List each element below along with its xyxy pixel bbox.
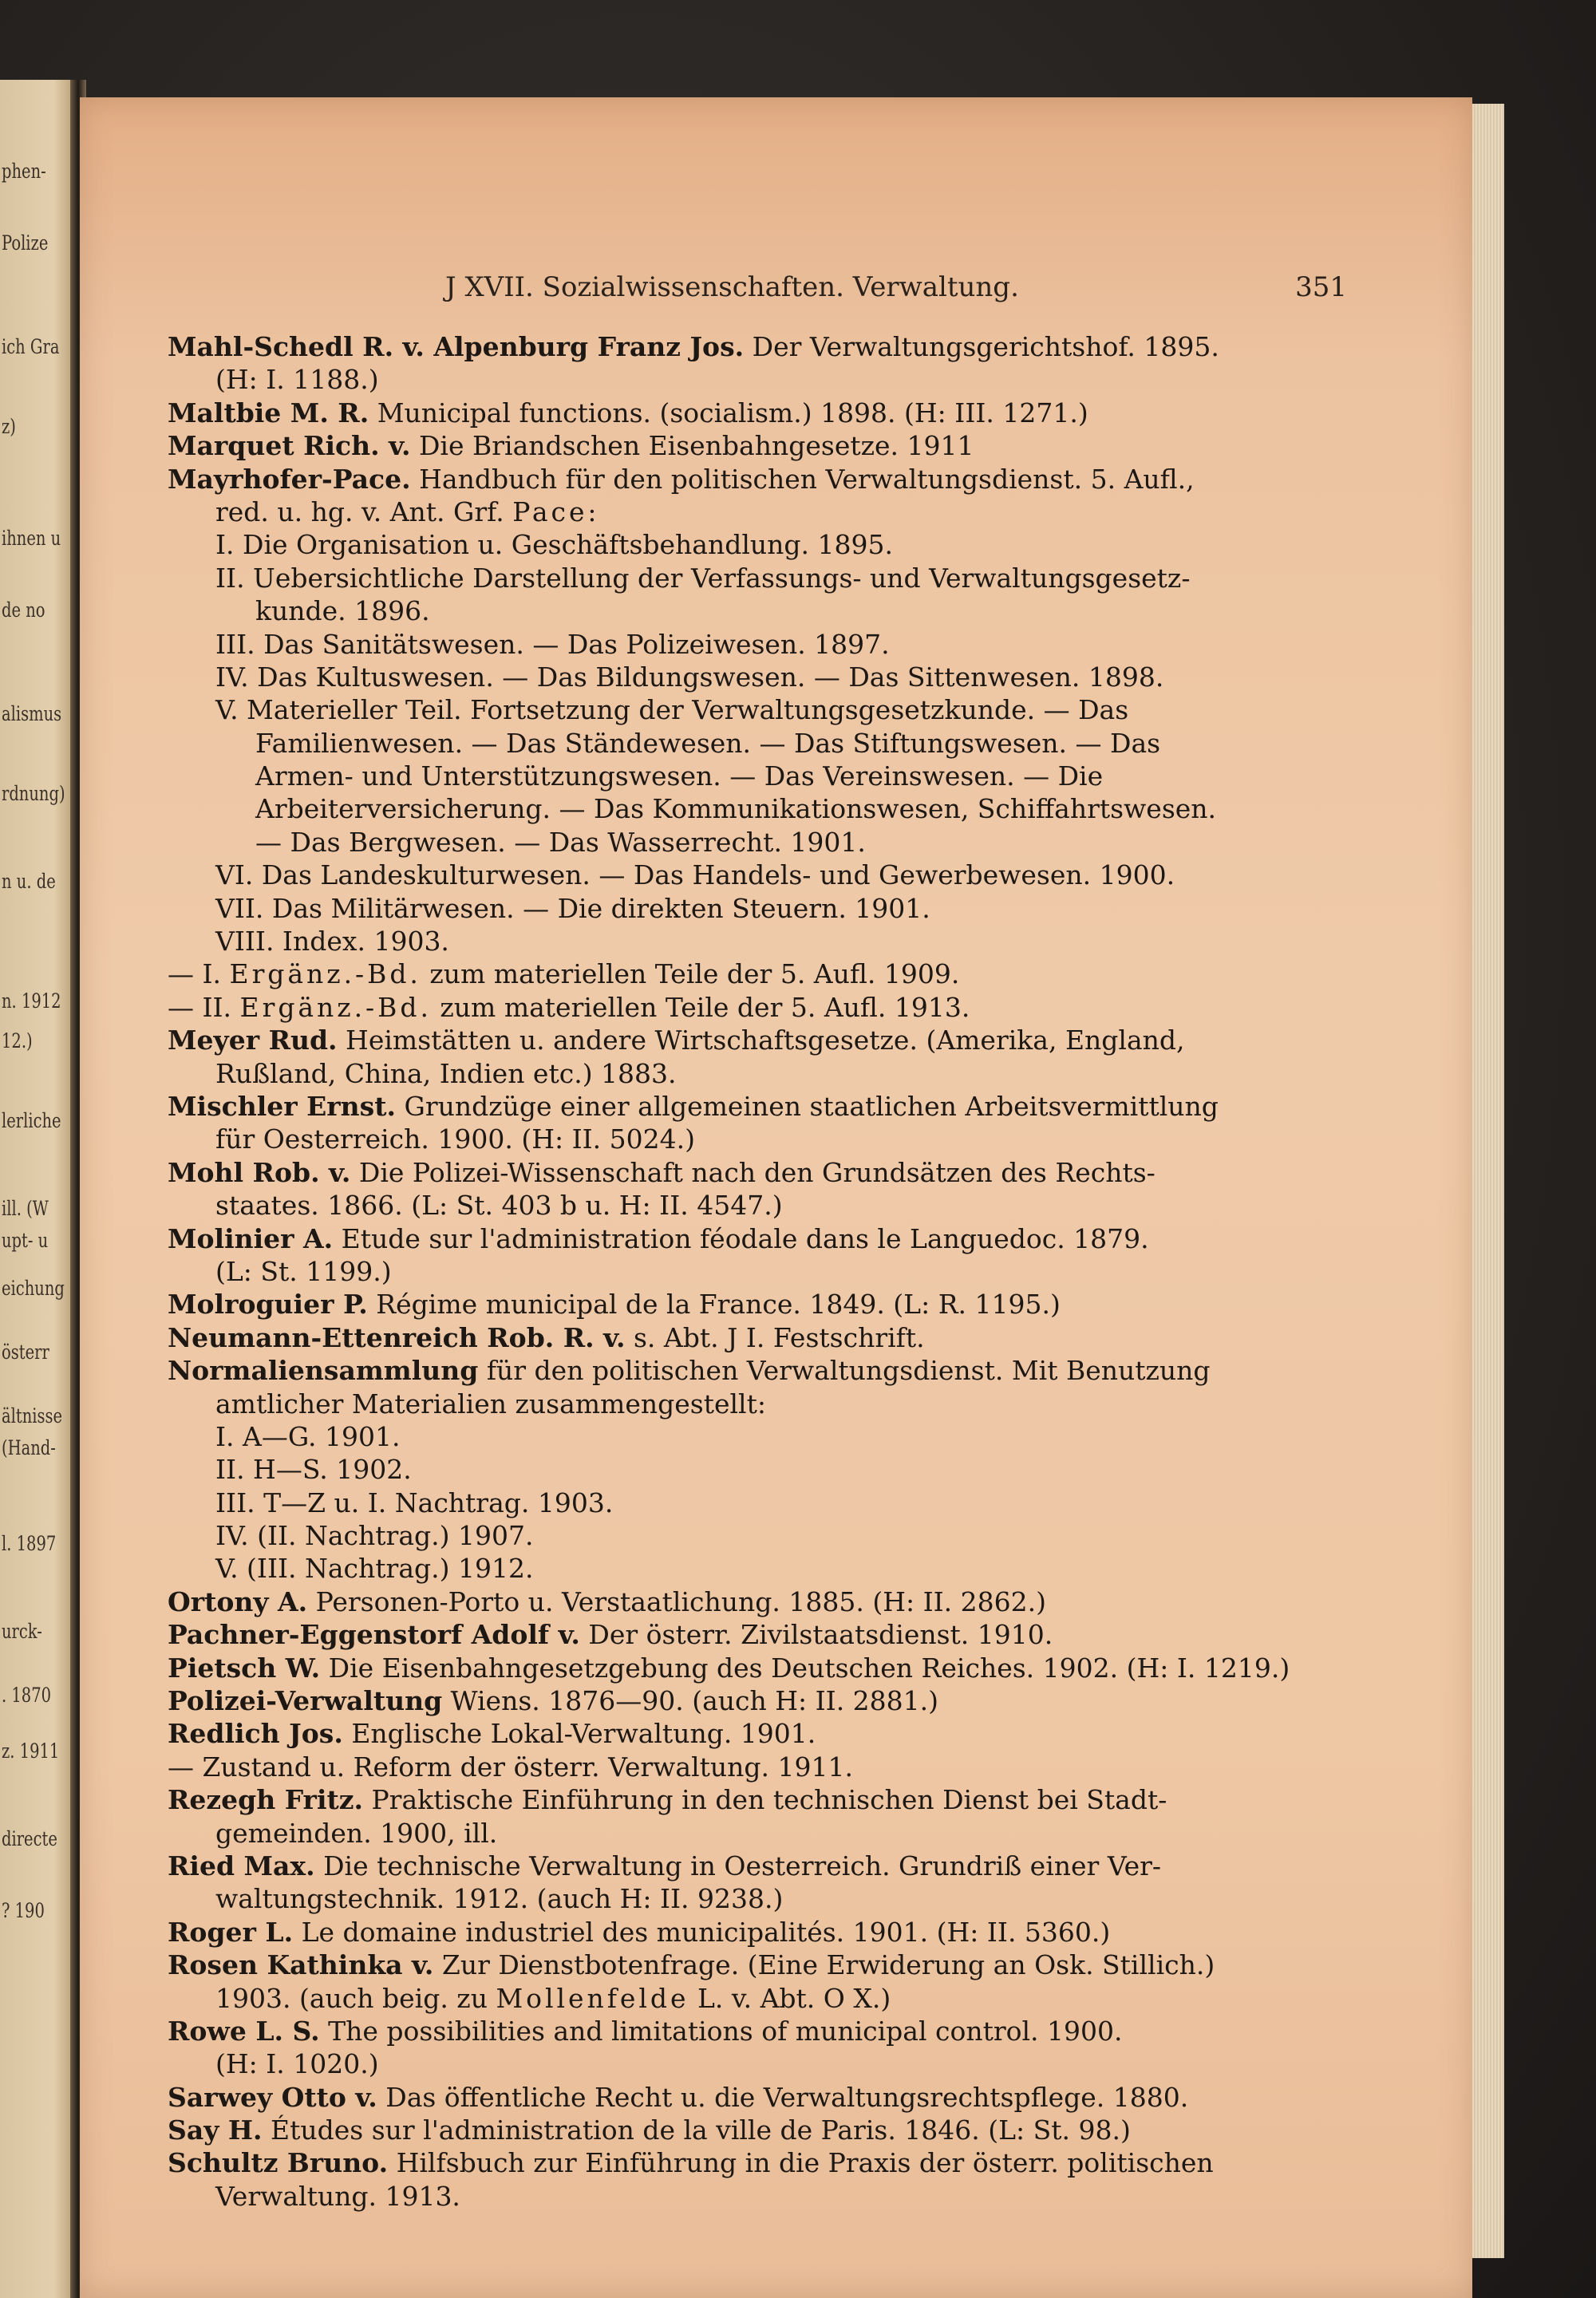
entry-author: Mischler Ernst. [168, 1090, 396, 1122]
entry-line [168, 1123, 1357, 1155]
entry-line [168, 1982, 1357, 2015]
left-page-fragment: eichung [2, 1277, 65, 1300]
entry-text: L. v. Abt. O X.) [689, 1982, 891, 2014]
left-page-fragment: urck- [2, 1620, 42, 1643]
entry-text: IV. (II. Nachtrag.) 1907. [215, 1520, 534, 1552]
entry-line [168, 1156, 1357, 1189]
entry-line [168, 397, 1357, 429]
entry-line [168, 2081, 1357, 2114]
entry-author: Mayrhofer-Pace. [168, 463, 411, 495]
entry-line [168, 562, 1357, 594]
entry-author: Polizei-Verwaltung [168, 1685, 443, 1717]
entry-line [168, 1288, 1357, 1321]
entry-text: (H: I. 1020.) [215, 2048, 379, 2080]
entry-line [168, 1519, 1357, 1552]
entry-line [168, 1487, 1357, 1519]
entry-author: Sarwey Otto v. [168, 2081, 377, 2113]
header-title: J XVII. Sozialwissenschaften. Verwaltung. [445, 271, 1019, 303]
left-page-fragment: z) [2, 415, 16, 438]
entry-text: Familienwesen. — Das Ständewesen. — Das Stiftungswesen. — Das [255, 727, 1161, 759]
left-page-fragment: n u. de [2, 870, 56, 893]
entry-line [168, 1057, 1357, 1090]
entry-line [168, 760, 1357, 792]
entry-author: Rowe L. S. [168, 2015, 320, 2047]
entry-line [168, 1585, 1357, 1618]
entry-text: Etude sur l'administration féodale dans le Languedoc. 1879. [333, 1222, 1149, 1254]
entry-text: s. Abt. J I. Festschrift. [625, 1321, 925, 1353]
entry-author: Schultz Bruno. [168, 2147, 389, 2179]
entry-text: II. Uebersichtliche Darstellung der Verfassungs- und Verwaltungsgesetz- [215, 562, 1191, 594]
entry-text: Die Briandschen Eisenbahngesetze. 1911 [410, 430, 974, 462]
entry-text: III. Das Sanitätswesen. — Das Polizeiwesen. 1897. [215, 628, 890, 660]
entry-text: (H: I. 1188.) [215, 364, 379, 396]
entry-text: 1903. (auch beig. zu [215, 1982, 496, 2014]
entry-text: Personen-Porto u. Verstaatlichung. 1885. (H: II. 2862.) [307, 1585, 1046, 1617]
left-page-fragment: phen- [2, 160, 46, 183]
entry-text: amtlicher Materialien zusammengestellt: [215, 1388, 766, 1419]
entry-line [168, 693, 1357, 726]
entry-text: für Oesterreich. 1900. (H: II. 5024.) [215, 1123, 696, 1155]
entry-text: (L: St. 1199.) [215, 1255, 392, 1287]
entry-text: II. H—S. 1902. [215, 1454, 412, 1486]
entry-text: zum materiellen Teile der 5. Aufl. 1913. [431, 991, 970, 1023]
entry-author: Rezegh Fritz. [168, 1784, 363, 1816]
left-page-fragment: rdnung) [2, 782, 65, 805]
entry-text: Zur Dienstbotenfrage. (Eine Erwiderung an Osk. Stillich.) [433, 1949, 1215, 1981]
entry-line [168, 1684, 1357, 1717]
page-stack-edge [1472, 104, 1504, 2258]
entry-text: VI. Das Landeskulturwesen. — Das Handels- und Gewerbewesen. 1900. [215, 859, 1175, 891]
left-page-fragment: ältnisse [2, 1404, 63, 1427]
left-page-edge [0, 80, 77, 2298]
entry-author: Ried Max. [168, 1850, 315, 1881]
right-page [80, 97, 1472, 2298]
entry-line [168, 1916, 1357, 1949]
entry-text: — Das Bergwesen. — Das Wasserrecht. 1901. [255, 826, 866, 858]
entry-text: Études sur l'administration de la ville de Paris. 1846. (L: St. 98.) [262, 2114, 1131, 2146]
entry-text: Handbuch für den politischen Verwaltungsdienst. 5. Aufl., [410, 463, 1195, 495]
entry-text: Rußland, China, Indien etc.) 1883. [215, 1057, 677, 1089]
entry-author: Molroguier P. [168, 1289, 368, 1321]
left-page-fragment: directe [2, 1827, 57, 1850]
entry-text: zum materiellen Teile der 5. Aufl. 1909. [421, 958, 960, 990]
entry-text: Verwaltung. 1913. [215, 2180, 460, 2212]
entry-text: gemeinden. 1900, ill. [215, 1817, 498, 1849]
entry-author: Redlich Jos. [168, 1718, 343, 1750]
entry-line [168, 1453, 1357, 1486]
entry-text: Wiens. 1876—90. (auch H: II. 2881.) [442, 1685, 939, 1717]
entry-text: Die Eisenbahngesetzgebung des Deutschen Reiches. 1902. (H: I. 1219.) [320, 1652, 1290, 1684]
left-page-fragment: ill. (W [2, 1197, 49, 1220]
left-page-fragment: z. 1911 [2, 1739, 60, 1763]
entry-line [168, 958, 1357, 990]
entry-line [168, 1751, 1357, 1783]
entry-author: Pachner-Eggenstorf Adolf v. [168, 1619, 580, 1651]
entry-text: Hilfsbuch zur Einführung in die Praxis der österr. politischen [388, 2147, 1214, 2179]
entry-text: — Zustand u. Reform der österr. Verwaltung. 1911. [168, 1751, 853, 1783]
left-page-fragment: n. 1912 [2, 989, 61, 1013]
entry-author: Roger L. [168, 1916, 294, 1948]
entry-text: Municipal functions. (socialism.) 1898. (H: III. 1271.) [369, 397, 1088, 428]
entry-author: Mohl Rob. v. [168, 1156, 351, 1188]
entry-author: Say H. [168, 2114, 263, 2146]
entry-text: — I. [168, 958, 230, 990]
entry-author: Marquet Rich. v. [168, 430, 411, 462]
entry-line [168, 594, 1357, 627]
entry-line [168, 1354, 1357, 1387]
left-page-fragment: (Hand- [2, 1436, 56, 1459]
entry-line [168, 892, 1357, 925]
entry-text: The possibilities and limitations of municipal control. 1900. [319, 2015, 1123, 2047]
entry-line [168, 1321, 1357, 1354]
left-page-fragment: de no [2, 598, 45, 622]
entry-line [168, 1717, 1357, 1750]
entry-text: red. u. hg. v. Ant. Grf. [215, 496, 513, 527]
entry-author: Rosen Kathinka v. [168, 1949, 434, 1981]
left-page-fragment: . 1870 [2, 1684, 52, 1707]
entry-line [168, 792, 1357, 825]
entry-line [168, 2114, 1357, 2146]
entry-line [168, 1552, 1357, 1585]
left-page-fragment: österr [2, 1340, 49, 1364]
left-page-fragment: 12.) [2, 1029, 33, 1052]
entry-line [168, 496, 1357, 528]
entry-line [168, 1388, 1357, 1420]
entry-line [168, 1850, 1357, 1882]
entry-text: kunde. 1896. [255, 595, 430, 627]
entry-line [168, 727, 1357, 760]
entry-author: Maltbie M. R. [168, 397, 369, 428]
entry-text: Grundzüge einer allgemeinen staatlichen Arbeitsvermittlung [395, 1090, 1219, 1122]
entry-text: Englische Lokal-Verwaltung. 1901. [342, 1718, 816, 1750]
left-page-fragment: ? 190 [2, 1899, 45, 1922]
entry-line [168, 363, 1357, 396]
entry-author: Neumann-Ettenreich Rob. R. v. [168, 1321, 626, 1353]
entry-text: V. Materieller Teil. Fortsetzung der Verwaltungsgesetzkunde. — Das [215, 694, 1129, 726]
entry-line [168, 1949, 1357, 1981]
left-page-fragment: upt- u [2, 1229, 49, 1252]
entry-author: Ortony A. [168, 1585, 308, 1617]
left-page-fragment: alismus [2, 702, 62, 725]
entry-spaced-text: Ergänz.-Bd. [239, 991, 432, 1023]
entry-line [168, 1222, 1357, 1255]
entry-text: für den politischen Verwaltungsdienst. Mit Benutzung [478, 1355, 1211, 1387]
entry-line [168, 1817, 1357, 1850]
entry-text: Der österr. Zivilstaatsdienst. 1910. [579, 1619, 1053, 1651]
entry-text: VII. Das Militärwesen. — Die direkten Steuern. 1901. [215, 892, 930, 924]
entry-text: staates. 1866. (L: St. 403 b u. H: II. 4547.) [215, 1190, 783, 1222]
entry-text: waltungstechnik. 1912. (auch H: II. 9238.) [215, 1883, 784, 1915]
entry-text: VIII. Index. 1903. [215, 926, 449, 958]
entry-text: Das öffentliche Recht u. die Verwaltungsrechtspflege. 1880. [377, 2081, 1189, 2113]
entry-line [168, 1618, 1357, 1651]
entry-author: Molinier A. [168, 1222, 334, 1254]
entry-line [168, 1024, 1357, 1056]
entry-text: Arbeiterversicherung. — Das Kommunikationswesen, Schiffahrtswesen. [255, 793, 1217, 825]
entry-line [168, 1420, 1357, 1453]
entry-author: Normaliensammlung [168, 1355, 479, 1387]
entry-text: I. Die Organisation u. Geschäftsbehandlung. 1895. [215, 529, 893, 561]
entry-line [168, 826, 1357, 859]
entry-line [168, 2146, 1357, 2179]
entry-text: III. T—Z u. I. Nachtrag. 1903. [215, 1487, 614, 1518]
entry-line [168, 661, 1357, 693]
entry-line [168, 628, 1357, 661]
entry-text: Die Polizei-Wissenschaft nach den Grundsätzen des Rechts- [350, 1156, 1156, 1188]
left-page-fragment: ihnen u [2, 527, 61, 550]
entry-author: Meyer Rud. [168, 1025, 338, 1056]
entry-text: Armen- und Unterstützungswesen. — Das Vereinswesen. — Die [255, 760, 1104, 792]
entry-text: — II. [168, 991, 240, 1023]
entry-text: Régime municipal de la France. 1849. (L: R. 1195.) [367, 1289, 1061, 1321]
entry-line [168, 2047, 1357, 2080]
entry-line [168, 528, 1357, 561]
entry-line [168, 463, 1357, 496]
entry-text: Le domaine industriel des municipalités. 1901. (H: II. 5360.) [293, 1916, 1111, 1948]
entry-line [168, 1255, 1357, 1288]
entry-line [168, 2180, 1357, 2213]
page-number: 351 [1295, 271, 1347, 303]
entry-text: Der Verwaltungsgerichtshof. 1895. [744, 331, 1219, 362]
entry-text: IV. Das Kultuswesen. — Das Bildungswesen. — Das Sittenwesen. 1898. [215, 661, 1164, 693]
left-page-fragment: ich Gra [2, 335, 60, 358]
entry-author: Mahl-Schedl R. v. Alpenburg Franz Jos. [168, 331, 745, 362]
entry-author: Pietsch W. [168, 1652, 321, 1684]
entry-line [168, 1090, 1357, 1123]
entry-line [168, 1882, 1357, 1915]
entry-text: Die technische Verwaltung in Oesterreich. Grundriß einer Ver- [314, 1850, 1162, 1881]
entry-text: V. (III. Nachtrag.) 1912. [215, 1553, 534, 1585]
left-page-fragment: Polize [2, 231, 49, 255]
entry-line [168, 925, 1357, 958]
bibliography-entries [168, 330, 1357, 2213]
entry-text: Praktische Einführung in den technischen Dienst bei Stadt- [362, 1784, 1167, 1816]
entry-line [168, 1652, 1357, 1684]
entry-spaced-text: Mollenfelde [496, 1982, 689, 2014]
entry-line [168, 1189, 1357, 1222]
left-page-fragment: l. 1897 [2, 1532, 57, 1555]
entry-line [168, 2015, 1357, 2047]
entry-line [168, 429, 1357, 462]
entry-text: I. A—G. 1901. [215, 1420, 401, 1452]
entry-line [168, 859, 1357, 891]
left-page-fragment: lerliche [2, 1109, 61, 1132]
entry-spaced-text: Ergänz.-Bd. [229, 958, 421, 990]
entry-line [168, 991, 1357, 1024]
entry-line [168, 1783, 1357, 1816]
entry-line [168, 330, 1357, 363]
entry-text: Heimstätten u. andere Wirtschaftsgesetze. (Amerika, England, [337, 1025, 1185, 1056]
running-header [445, 271, 1347, 306]
entry-spaced-text: Pace: [512, 496, 600, 527]
